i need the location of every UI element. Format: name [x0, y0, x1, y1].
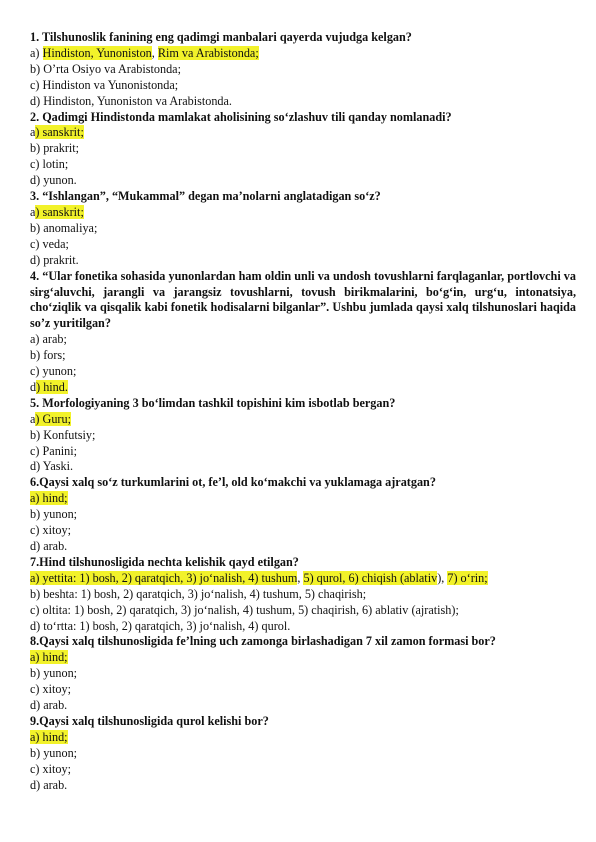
highlighted-answer: a) yettita: 1) bosh, 2) qaratqich, 3) jo‘nalish, 4) tushum: [30, 570, 298, 585]
highlighted-answer: Hindiston, Yunoniston: [42, 45, 152, 60]
q4-option-d: [30, 380, 576, 396]
question-3: 3. “Ishlangan”, “Mukammal” degan ma’nolarni anglatadigan so‘z?: [30, 189, 381, 204]
question-2: 2. Qadimgi Hindistonda mamlakat aholisining so‘zlashuv tili qanday nomlanadi?: [30, 109, 452, 124]
quiz-content: [30, 30, 576, 794]
q1-option-c: c) Hindiston va Yunonistonda;: [30, 77, 179, 92]
question-1: 1. Tilshunoslik fanining eng qadimgi manbalari qayerda vujudga kelgan?: [30, 30, 412, 44]
highlighted-answer: 7) o‘rin;: [447, 570, 488, 585]
q4-option-c: c) yunon;: [30, 364, 77, 379]
q7-option-d: d) to‘rtta: 1) bosh, 2) qaratqich, 3) jo‘nalish, 4) qurol.: [30, 618, 291, 633]
highlighted-answer: ) sanskrit;: [35, 125, 84, 140]
q5-option-a: [30, 412, 576, 428]
q6-option-a: [30, 491, 576, 507]
q1-option-d: d) Hindiston, Yunoniston va Arabistonda.: [30, 93, 232, 108]
highlighted-answer: a) hind;: [30, 491, 68, 506]
q9-option-b: b) yunon;: [30, 745, 78, 760]
q2-option-b: b) prakrit;: [30, 141, 80, 156]
highlighted-answer: Rim va Arabistonda;: [157, 45, 259, 60]
question-6: 6.Qaysi xalq so‘z turkumlarini ot, fe’l, old ko‘makchi va yuklamaga ajratgan?: [30, 475, 436, 490]
q7-option-b: b) beshta: 1) bosh, 2) qaratqich, 3) jo‘nalish, 4) tushum, 5) chaqirish;: [30, 586, 367, 601]
q8-option-c: c) xitoy;: [30, 682, 71, 697]
separator: ,: [151, 45, 158, 60]
q2-option-c: c) lotin;: [30, 157, 69, 172]
highlighted-answer: ) Guru;: [35, 411, 71, 426]
q4-option-a: a) arab;: [30, 332, 67, 347]
q3-option-b: b) anomaliya;: [30, 220, 98, 235]
q2-option-d: d) yunon.: [30, 173, 77, 188]
q5-option-c: c) Panini;: [30, 443, 78, 458]
highlighted-answer: ) sanskrit;: [35, 204, 84, 219]
q9-option-d: d) arab.: [30, 777, 68, 792]
q3-option-c: c) veda;: [30, 236, 69, 251]
q3-option-d: d) prakrit.: [30, 252, 79, 267]
separator: ,: [297, 570, 304, 585]
q6-option-d: d) arab.: [30, 539, 68, 553]
separator: ),: [437, 570, 448, 585]
highlighted-answer: a) hind;: [30, 729, 68, 744]
highlighted-answer: 5) qurol, 6) chiqish (ablativ: [303, 570, 438, 585]
option-label: d: [30, 379, 37, 394]
question-7: 7.Hind tilshunosligida nechta kelishik qayd etilgan?: [30, 554, 299, 569]
q7-option-a: [30, 571, 576, 587]
question-4: 4. “Ular fonetika sohasida yunonlardan ham oldin unli va undosh tovushlarni farqlaganlar, portlovchi va sirg‘aluvchi, jarangli va jarangsiz tovushlarni, tovush birikmalarini, bo‘g‘in, urg‘u, intonatsiya, cho‘ziqlik va qisqalik kabi fonetik hodisalarni bilganlar”. Ushbu jumlada qaysi xalq tilshunoslari haqida so’z yuritilgan?: [30, 268, 576, 331]
q9-option-c: c) xitoy;: [30, 761, 71, 776]
question-9: 9.Qaysi xalq tilshunosligida qurol kelishi bor?: [30, 713, 269, 728]
q7-option-c: c) oltita: 1) bosh, 2) qaratqich, 3) jo‘nalish, 4) tushum, 5) chaqirish, 6) ablativ (ajratish);: [30, 602, 459, 617]
option-label: a: [30, 125, 36, 140]
q1-option-b: b) O’rta Osiyo va Arabistonda;: [30, 61, 181, 76]
q8-option-a: [30, 650, 576, 666]
highlighted-answer: ) hind.: [36, 379, 68, 394]
q4-option-b: b) fors;: [30, 348, 66, 363]
highlighted-answer: a) hind;: [30, 650, 68, 665]
q6-option-b: b) yunon;: [30, 507, 78, 522]
q2-option-a: [30, 125, 576, 141]
option-label: a: [30, 204, 36, 219]
option-label: a): [30, 45, 43, 60]
q3-option-a: [30, 205, 576, 221]
question-8: 8.Qaysi xalq tilshunosligida fe’lning uch zamonga birlashadigan 7 xil zamon formasi bor?: [30, 634, 496, 649]
question-5: 5. Morfologiyaning 3 bo‘limdan tashkil topishini kim isbotlab bergan?: [30, 395, 396, 410]
q5-option-d: d) Yaski.: [30, 459, 74, 474]
q5-option-b: b) Konfutsiy;: [30, 427, 96, 442]
q6-option-c: c) xitoy;: [30, 523, 71, 538]
q8-option-d: d) arab.: [30, 698, 68, 713]
q9-option-a: [30, 730, 576, 746]
q1-option-a: [30, 46, 576, 62]
q8-option-b: b) yunon;: [30, 666, 78, 681]
option-label: a: [30, 411, 36, 426]
